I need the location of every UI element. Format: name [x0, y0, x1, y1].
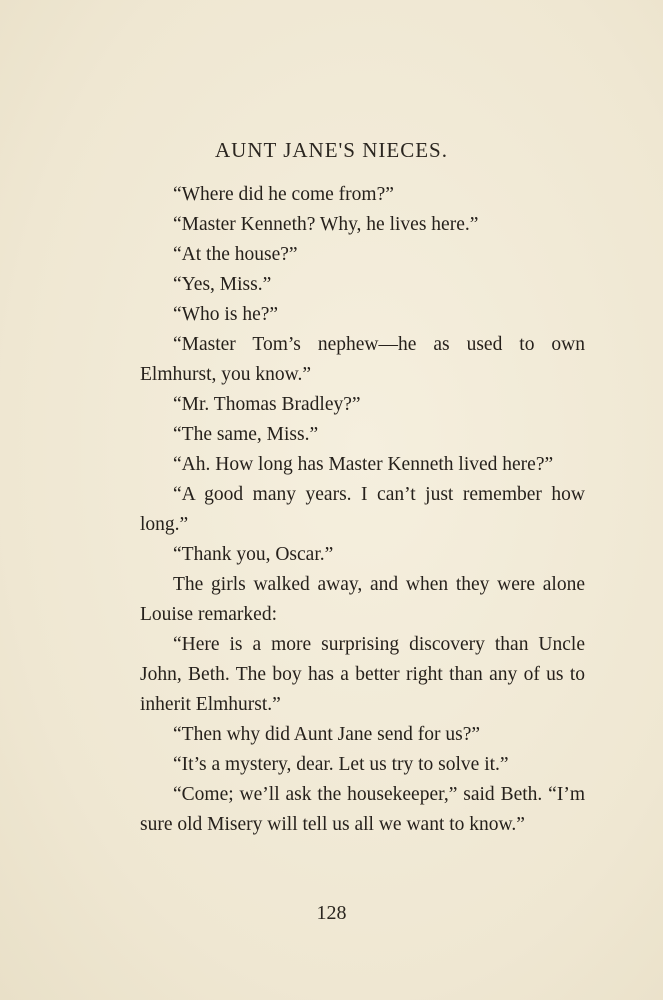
- running-head: AUNT JANE'S NIECES.: [215, 138, 448, 162]
- paragraph: “Thank you, Oscar.”: [173, 544, 334, 565]
- paragraph: “A good many years. I can’t just remember how long.”: [140, 484, 585, 535]
- paragraph: “The same, Miss.”: [173, 424, 319, 445]
- paragraph: “Here is a more surprising discovery than Uncle John, Beth. The boy has a better right than any of us to inherit Elmhurst.”: [140, 634, 585, 715]
- paragraph: “Who is he?”: [173, 304, 279, 325]
- paragraph: “Master Kenneth? Why, he lives here.”: [173, 214, 479, 235]
- paragraph: “Then why did Aunt Jane send for us?”: [173, 724, 481, 745]
- page-number: 128: [316, 902, 347, 924]
- paragraph: “Yes, Miss.”: [173, 274, 272, 295]
- paragraph: “Come; we’ll ask the housekeeper,” said Beth. “I’m sure old Misery will tell us all we want to know.”: [140, 784, 585, 835]
- paragraph: “Ah. How long has Master Kenneth lived here?”: [173, 454, 554, 475]
- paragraph: “Mr. Thomas Bradley?”: [173, 394, 361, 415]
- body-text: [140, 180, 585, 840]
- paragraph: “Master Tom’s nephew—he as used to own Elmhurst, you know.”: [140, 334, 585, 385]
- paragraph: The girls walked away, and when they were alone Louise remarked:: [140, 574, 585, 625]
- paragraph: “Where did he come from?”: [173, 184, 394, 205]
- paragraph: “At the house?”: [173, 244, 298, 265]
- paragraph: “It’s a mystery, dear. Let us try to solve it.”: [173, 754, 509, 775]
